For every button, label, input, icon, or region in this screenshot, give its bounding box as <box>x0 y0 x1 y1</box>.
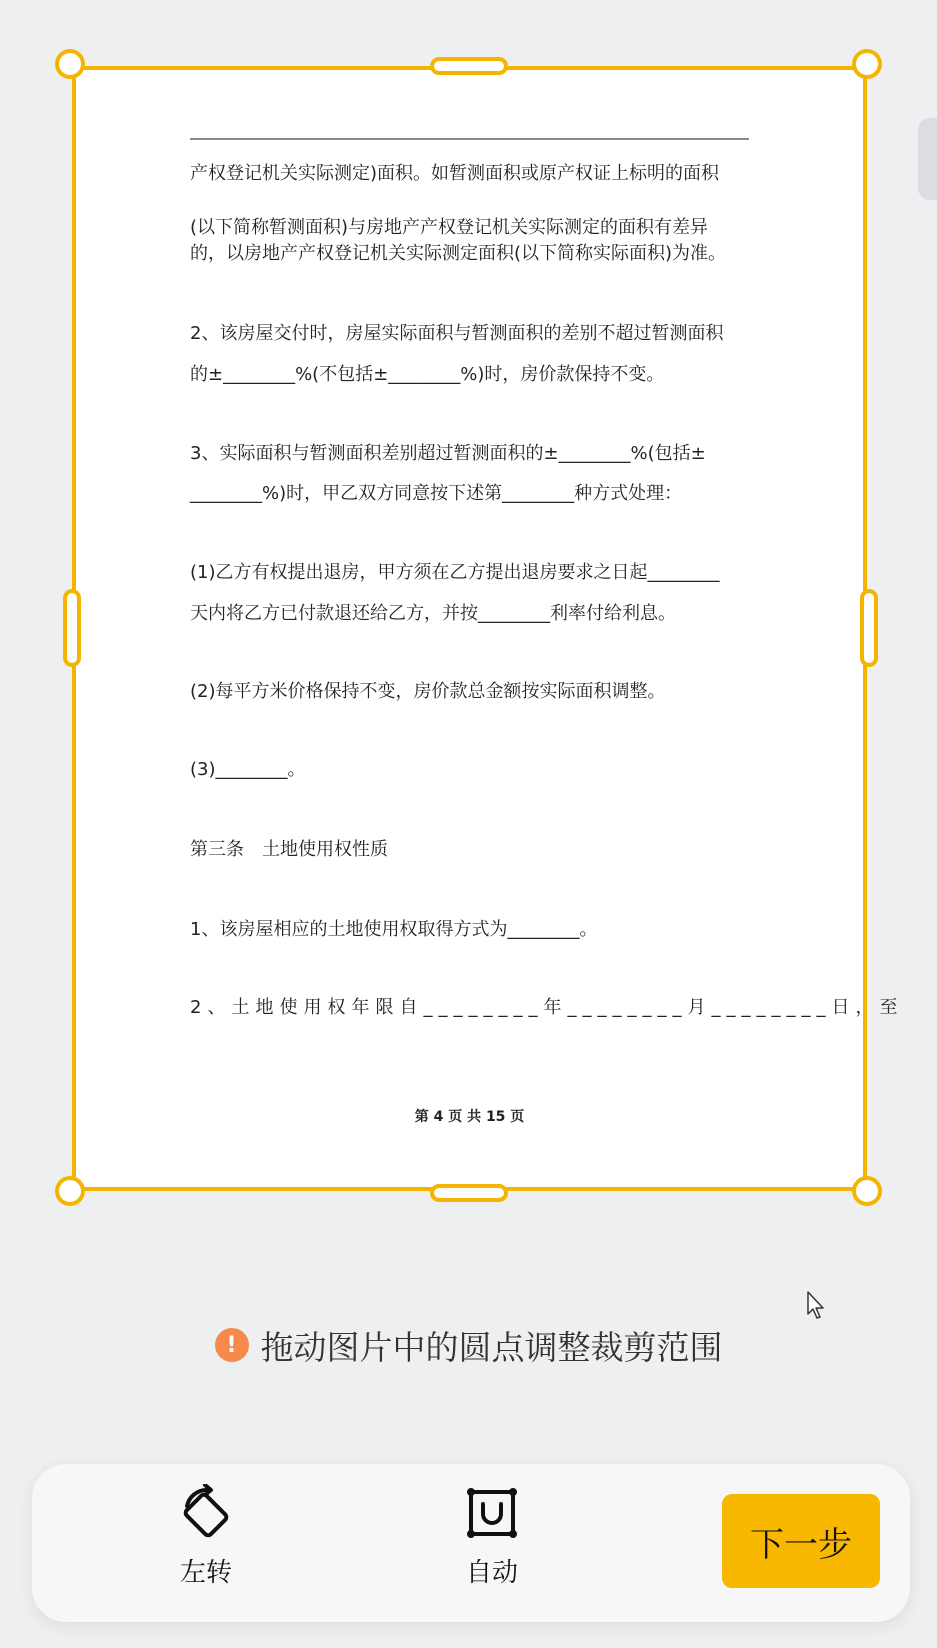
exclamation-icon: ! <box>215 1328 249 1362</box>
auto-crop-label: 自动 <box>465 1558 518 1588</box>
document-line: 产权登记机关实际测定)面积。如暂测面积或原产权证上标明的面积 <box>190 163 720 184</box>
document-line: (1)乙方有权提出退房，甲方须在乙方提出退房要求之日起________ <box>190 562 720 583</box>
document-line: 1、该房屋相应的土地使用权取得方式为________。 <box>190 919 598 940</box>
document-line: ________%)时，甲乙双方同意按下述第________种方式处理： <box>190 483 683 504</box>
document-line: (3)________。 <box>190 759 306 780</box>
next-step-button[interactable]: 下一步 <box>722 1494 880 1588</box>
auto-crop-icon <box>463 1484 521 1542</box>
document-page-number: 第 4 页 共 15 页 <box>414 1109 525 1125</box>
rotate-left-label: 左转 <box>179 1558 232 1588</box>
document-line: 的±________%(不包括±________%)时，房价款保持不变。 <box>190 364 665 385</box>
crop-handle-right[interactable] <box>860 589 878 667</box>
side-grip[interactable] <box>918 118 937 200</box>
auto-crop-button[interactable] <box>432 1484 552 1604</box>
crop-handle-top-right[interactable] <box>852 49 882 79</box>
mouse-cursor-icon <box>806 1290 828 1320</box>
crop-hint <box>0 1320 937 1370</box>
rotate-left-button[interactable] <box>146 1484 266 1604</box>
crop-handle-bottom[interactable] <box>430 1184 508 1202</box>
document-line: 第三条 土地使用权性质 <box>190 839 388 860</box>
crop-handle-left[interactable] <box>63 589 81 667</box>
document-line: 的，以房地产产权登记机关实际测定面积(以下简称实际面积)为准。 <box>190 243 727 264</box>
document-line: 天内将乙方已付款退还给乙方，并按________利率付给利息。 <box>190 603 676 624</box>
document-line: (以下简称暂测面积)与房地产产权登记机关实际测定的面积有差异 <box>190 217 709 238</box>
crop-handle-top[interactable] <box>430 57 508 75</box>
document-line: (2)每平方米价格保持不变，房价款总金额按实际面积调整。 <box>190 681 666 702</box>
document-line: 3、实际面积与暂测面积差别超过暂测面积的±________%(包括± <box>190 443 706 464</box>
document-line: 2、该房屋交付时，房屋实际面积与暂测面积的差别不超过暂测面积 <box>190 323 724 344</box>
crop-handle-top-left[interactable] <box>55 49 85 79</box>
bottom-toolbar <box>32 1464 910 1622</box>
crop-handle-bottom-right[interactable] <box>852 1176 882 1206</box>
crop-frame <box>72 66 904 1191</box>
document-line: 2、土地使用权年限自________年________月________日，至 <box>190 997 904 1018</box>
crop-hint-text: 拖动图片中的圆点调整裁剪范围 <box>260 1327 723 1367</box>
crop-handle-bottom-left[interactable] <box>55 1176 85 1206</box>
rotate-left-icon <box>177 1484 235 1542</box>
